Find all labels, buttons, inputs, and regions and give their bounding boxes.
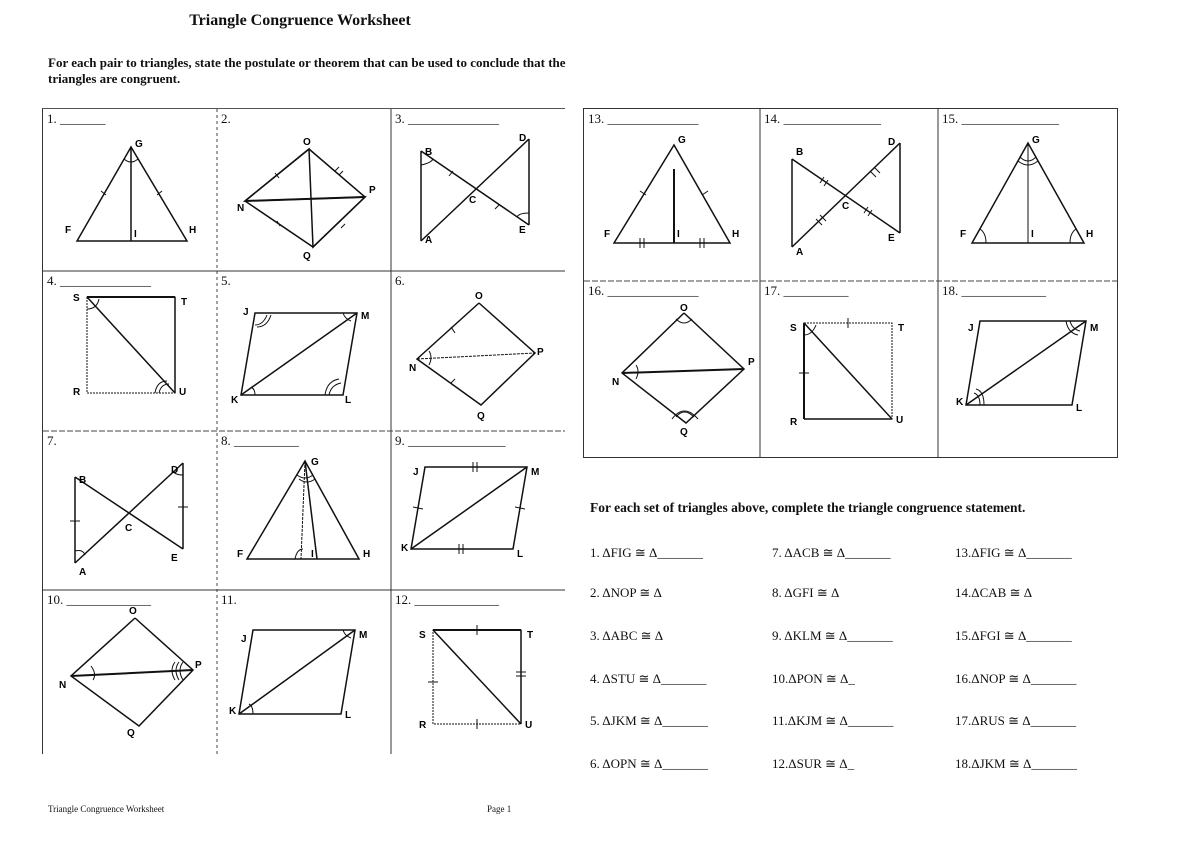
parallelogram-figure — [217, 590, 391, 754]
problem-grid-right — [583, 108, 1118, 458]
square-figure — [391, 590, 565, 754]
point-label: R — [419, 720, 427, 731]
problem-label: 9. _______________ — [395, 433, 506, 448]
point-label: C — [469, 195, 477, 206]
point-label: B — [425, 147, 433, 158]
point-label: N — [237, 203, 245, 214]
statement-11[interactable]: 11.ΔKJM ≅ Δ_______ — [772, 713, 894, 728]
triangle-figure — [584, 109, 760, 281]
point-label: J — [241, 634, 247, 645]
statement-14[interactable]: 14.ΔCAB ≅ Δ — [955, 585, 1033, 600]
point-label: F — [960, 229, 967, 240]
point-label: D — [171, 465, 179, 476]
statement-17[interactable]: 17.ΔRUS ≅ Δ_______ — [955, 713, 1077, 728]
point-label: B — [796, 147, 804, 158]
point-label: O — [475, 291, 483, 302]
problem-label: 10. _____________ — [47, 592, 151, 607]
point-label: D — [888, 137, 896, 148]
point-label: K — [401, 543, 409, 554]
point-label: K — [231, 395, 239, 406]
page-number: Page 1 — [487, 804, 512, 814]
point-label: T — [181, 297, 188, 308]
problem-label: 4. ______________ — [47, 273, 151, 288]
point-label: E — [519, 225, 526, 236]
point-label: F — [604, 229, 611, 240]
triangle-figure — [217, 431, 391, 590]
statement-4[interactable]: 4. ΔSTU ≅ Δ_______ — [590, 671, 707, 686]
point-label: H — [189, 225, 197, 236]
problem-label: 2. — [221, 111, 231, 126]
problem-17 — [760, 281, 938, 457]
problem-10 — [43, 590, 217, 754]
point-label: A — [425, 235, 433, 246]
point-label: I — [677, 229, 680, 240]
point-label: U — [896, 415, 904, 426]
problem-18 — [938, 281, 1117, 457]
statement-6[interactable]: 6. ΔOPN ≅ Δ_______ — [590, 756, 708, 771]
point-label: G — [311, 457, 319, 468]
point-label: L — [345, 395, 352, 406]
problem-label: 3. ______________ — [395, 111, 499, 126]
point-label: H — [732, 229, 740, 240]
point-label: P — [195, 660, 202, 671]
point-label: C — [842, 201, 850, 212]
parallelogram-figure — [938, 281, 1117, 457]
problem-12 — [391, 590, 565, 754]
quadrilateral-figure — [584, 281, 760, 457]
statement-9[interactable]: 9. ΔKLM ≅ Δ_______ — [772, 628, 893, 643]
point-label: O — [680, 303, 688, 314]
point-label: T — [898, 323, 905, 334]
instructions: For each pair to triangles, state the postulate or theorem that can be used to conclude that the triangles are congruent. — [48, 55, 566, 86]
problem-3 — [391, 109, 565, 271]
point-label: K — [229, 706, 237, 717]
point-label: L — [517, 549, 524, 560]
point-label: O — [129, 606, 137, 617]
problem-5 — [217, 271, 391, 431]
point-label: A — [796, 247, 804, 258]
problem-label: 15. _______________ — [942, 111, 1059, 126]
problem-6 — [391, 271, 565, 431]
statement-1[interactable]: 1. ΔFIG ≅ Δ_______ — [590, 545, 703, 560]
point-label: Q — [680, 427, 688, 438]
problem-label: 5. — [221, 273, 231, 288]
point-label: U — [179, 387, 187, 398]
problem-label: 8. __________ — [221, 433, 299, 448]
problem-8 — [217, 431, 391, 590]
point-label: K — [956, 397, 964, 408]
point-label: Q — [127, 728, 135, 739]
point-label: M — [361, 311, 370, 322]
problem-14 — [760, 109, 938, 281]
statement-8[interactable]: 8. ΔGFI ≅ Δ — [772, 585, 840, 600]
point-label: N — [612, 377, 620, 388]
problem-15 — [938, 109, 1117, 281]
point-label: I — [1031, 229, 1034, 240]
point-label: D — [519, 133, 527, 144]
statements-heading: For each set of triangles above, complete the triangle congruence statement. — [590, 500, 1026, 515]
point-label: G — [1032, 135, 1040, 146]
statement-15[interactable]: 15.ΔFGI ≅ Δ_______ — [955, 628, 1072, 643]
point-label: U — [525, 720, 533, 731]
bowtie-figure — [760, 109, 938, 281]
problem-9 — [391, 431, 565, 590]
problem-grid-left — [42, 108, 565, 754]
triangle-figure — [938, 109, 1117, 281]
point-label: R — [73, 387, 81, 398]
point-label: E — [888, 233, 895, 244]
point-label: G — [135, 139, 143, 150]
statement-2[interactable]: 2. ΔNOP ≅ Δ — [590, 585, 662, 600]
point-label: S — [73, 293, 80, 304]
statement-5[interactable]: 5. ΔJKM ≅ Δ_______ — [590, 713, 708, 728]
problem-label: 7. — [47, 433, 57, 448]
problem-11 — [217, 590, 391, 754]
point-label: F — [65, 225, 72, 236]
point-label: I — [134, 229, 137, 240]
parallelogram-figure — [391, 431, 565, 590]
statement-12[interactable]: 12.ΔSUR ≅ Δ_ — [772, 756, 855, 771]
point-label: J — [243, 307, 249, 318]
problem-label: 17. __________ — [764, 283, 849, 298]
footer-title: Triangle Congruence Worksheet — [48, 804, 165, 814]
problem-1 — [43, 109, 217, 271]
problem-13 — [584, 109, 760, 281]
statement-16[interactable]: 16.ΔNOP ≅ Δ_______ — [955, 671, 1077, 686]
triangle-figure — [43, 109, 217, 271]
point-label: F — [237, 549, 244, 560]
point-label: C — [125, 523, 133, 534]
point-label: B — [79, 475, 87, 486]
point-label: L — [345, 710, 352, 721]
problem-label: 16. ______________ — [588, 283, 699, 298]
point-label: T — [527, 630, 534, 641]
point-label: N — [59, 680, 67, 691]
point-label: P — [369, 185, 376, 196]
point-label: E — [171, 553, 178, 564]
point-label: R — [790, 417, 798, 428]
problem-4 — [43, 271, 217, 431]
square-figure — [760, 281, 938, 457]
square-figure — [43, 271, 217, 431]
problem-label: 6. — [395, 273, 405, 288]
quadrilateral-figure — [43, 590, 217, 754]
point-label: J — [413, 467, 419, 478]
point-label: M — [1090, 323, 1099, 334]
problem-label: 11. — [221, 592, 237, 607]
statement-10[interactable]: 10.ΔPON ≅ Δ_ — [772, 671, 855, 686]
worksheet-title: Triangle Congruence Worksheet — [189, 12, 411, 29]
point-label: M — [359, 630, 368, 641]
statement-7[interactable]: 7. ΔACB ≅ Δ_______ — [772, 545, 891, 560]
bowtie-figure — [391, 109, 565, 271]
point-label: O — [303, 137, 311, 148]
problem-label: 18. _____________ — [942, 283, 1046, 298]
problem-16 — [584, 281, 760, 457]
parallelogram-figure — [217, 271, 391, 431]
problem-7 — [43, 431, 217, 590]
point-label: S — [790, 323, 797, 334]
point-label: G — [678, 135, 686, 146]
point-label: J — [968, 323, 974, 334]
point-label: P — [748, 357, 755, 368]
quadrilateral-figure — [217, 109, 391, 271]
statement-13[interactable]: 13.ΔFIG ≅ Δ_______ — [955, 545, 1072, 560]
point-label: A — [79, 567, 87, 578]
problem-label: 14. _______________ — [764, 111, 881, 126]
point-label: H — [1086, 229, 1094, 240]
point-label: M — [531, 467, 540, 478]
statement-18[interactable]: 18.ΔJKM ≅ Δ_______ — [955, 756, 1077, 771]
problem-label: 1. _______ — [47, 111, 106, 126]
quadrilateral-figure — [391, 271, 565, 431]
problem-label: 13. ______________ — [588, 111, 699, 126]
point-label: N — [409, 363, 417, 374]
statement-3[interactable]: 3. ΔABC ≅ Δ — [590, 628, 664, 643]
point-label: H — [363, 549, 371, 560]
point-label: S — [419, 630, 426, 641]
point-label: Q — [303, 251, 311, 262]
point-label: Q — [477, 411, 485, 422]
point-label: P — [537, 347, 544, 358]
problem-label: 12. _____________ — [395, 592, 499, 607]
bowtie-figure — [43, 431, 217, 590]
point-label: I — [311, 549, 314, 560]
point-label: L — [1076, 403, 1083, 414]
problem-2 — [217, 109, 391, 271]
